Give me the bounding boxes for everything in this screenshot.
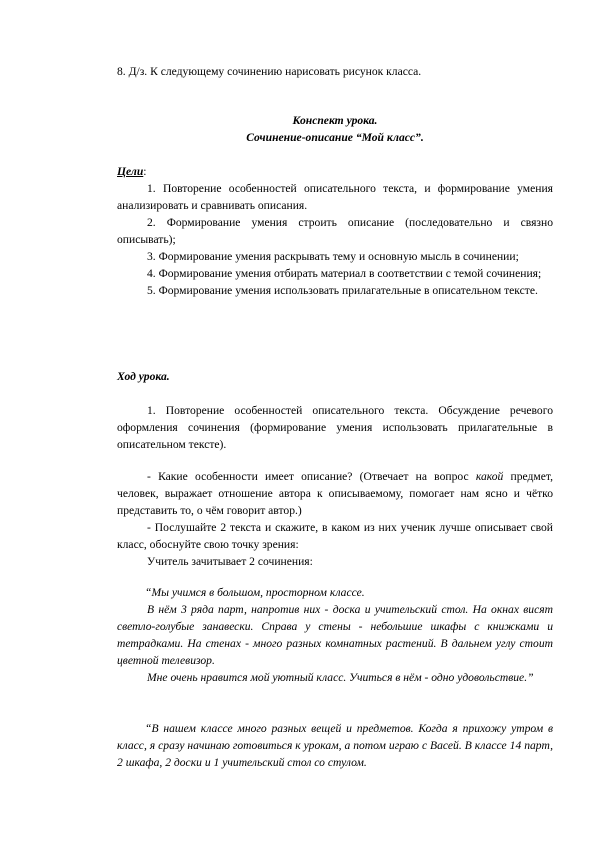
essay-2 xyxy=(117,720,553,771)
goals-heading: Цели xyxy=(117,165,144,178)
goals-section xyxy=(117,163,553,299)
question-1-text-b: предмет, человек, выражает отношение автора к описываемому, помогает нам ясно и чётко представить то, о чём говорит автор.) xyxy=(117,470,554,517)
teacher-note: Учитель зачитывает 2 сочинения: xyxy=(147,555,313,568)
homework-line: 8. Д/з. К следующему сочинению нарисовать рисунок класса. xyxy=(117,65,422,78)
goal-item-3: 3. Формирование умения раскрывать тему и основную мысль в сочинении; xyxy=(147,250,519,263)
essay-1-para-1: “Мы учимся в большом, просторном классе. xyxy=(145,586,365,599)
goals-heading-line xyxy=(117,163,553,180)
essay-1-para-2: В нём 3 ряда парт, напротив них - доска и учительский стол. На окнах висят светло-голубые занавески. Справа у стены - небольшие шкафы с книжками и тетрадками. На стенах - много разных комнатных растений. В дальнем углу стоит цветной телевизор. xyxy=(117,603,553,667)
question-1-italic: какой xyxy=(475,470,504,483)
lesson-title xyxy=(117,112,553,146)
goal-item-1: 1. Повторение особенностей описательного текста, и формирование умения анализировать и сравнивать описания. xyxy=(117,182,553,212)
question-1-text-a: - Какие особенности имеет описание? (Отвечает на вопрос xyxy=(147,470,476,483)
question-1 xyxy=(117,468,553,519)
lesson-step-1: 1. Повторение особенностей описательного текста. Обсуждение речевого оформления сочинения (формирование умения использовать прилагательные в описательном тексте). xyxy=(117,404,553,451)
essay-1-para-3: Мне очень нравится мой уютный класс. Учиться в нём - одно удовольствие.” xyxy=(147,671,534,684)
goal-item-4: 4. Формирование умения отбирать материал в соответствии с темой сочинения; xyxy=(147,267,542,280)
lesson-questions xyxy=(117,468,553,570)
title-line-1: Конспект урока. xyxy=(292,114,378,127)
title-line-2: Сочинение-описание “Мой класс”. xyxy=(246,131,424,144)
lesson-heading: Ход урока. xyxy=(117,370,170,383)
goal-item-2: 2. Формирование умения строить описание (последовательно и связно описывать); xyxy=(117,216,553,246)
essay-1 xyxy=(117,584,553,686)
goal-item-5: 5. Формирование умения использовать прилагательные в описательном тексте. xyxy=(147,284,538,297)
goals-colon: : xyxy=(143,165,147,178)
question-2: - Послушайте 2 текста и скажите, в каком из них ученик лучше описывает свой класс, обоснуйте свою точку зрения: xyxy=(117,521,553,551)
essay-2-para-1: “В нашем классе много разных вещей и предметов. Когда я прихожу утром в класс, я сразу начинаю готовиться к урокам, а потом играю с Васей. В классе 14 парт, 2 шкафа, 2 доски и 1 учительский стол со стулом. xyxy=(117,722,553,769)
